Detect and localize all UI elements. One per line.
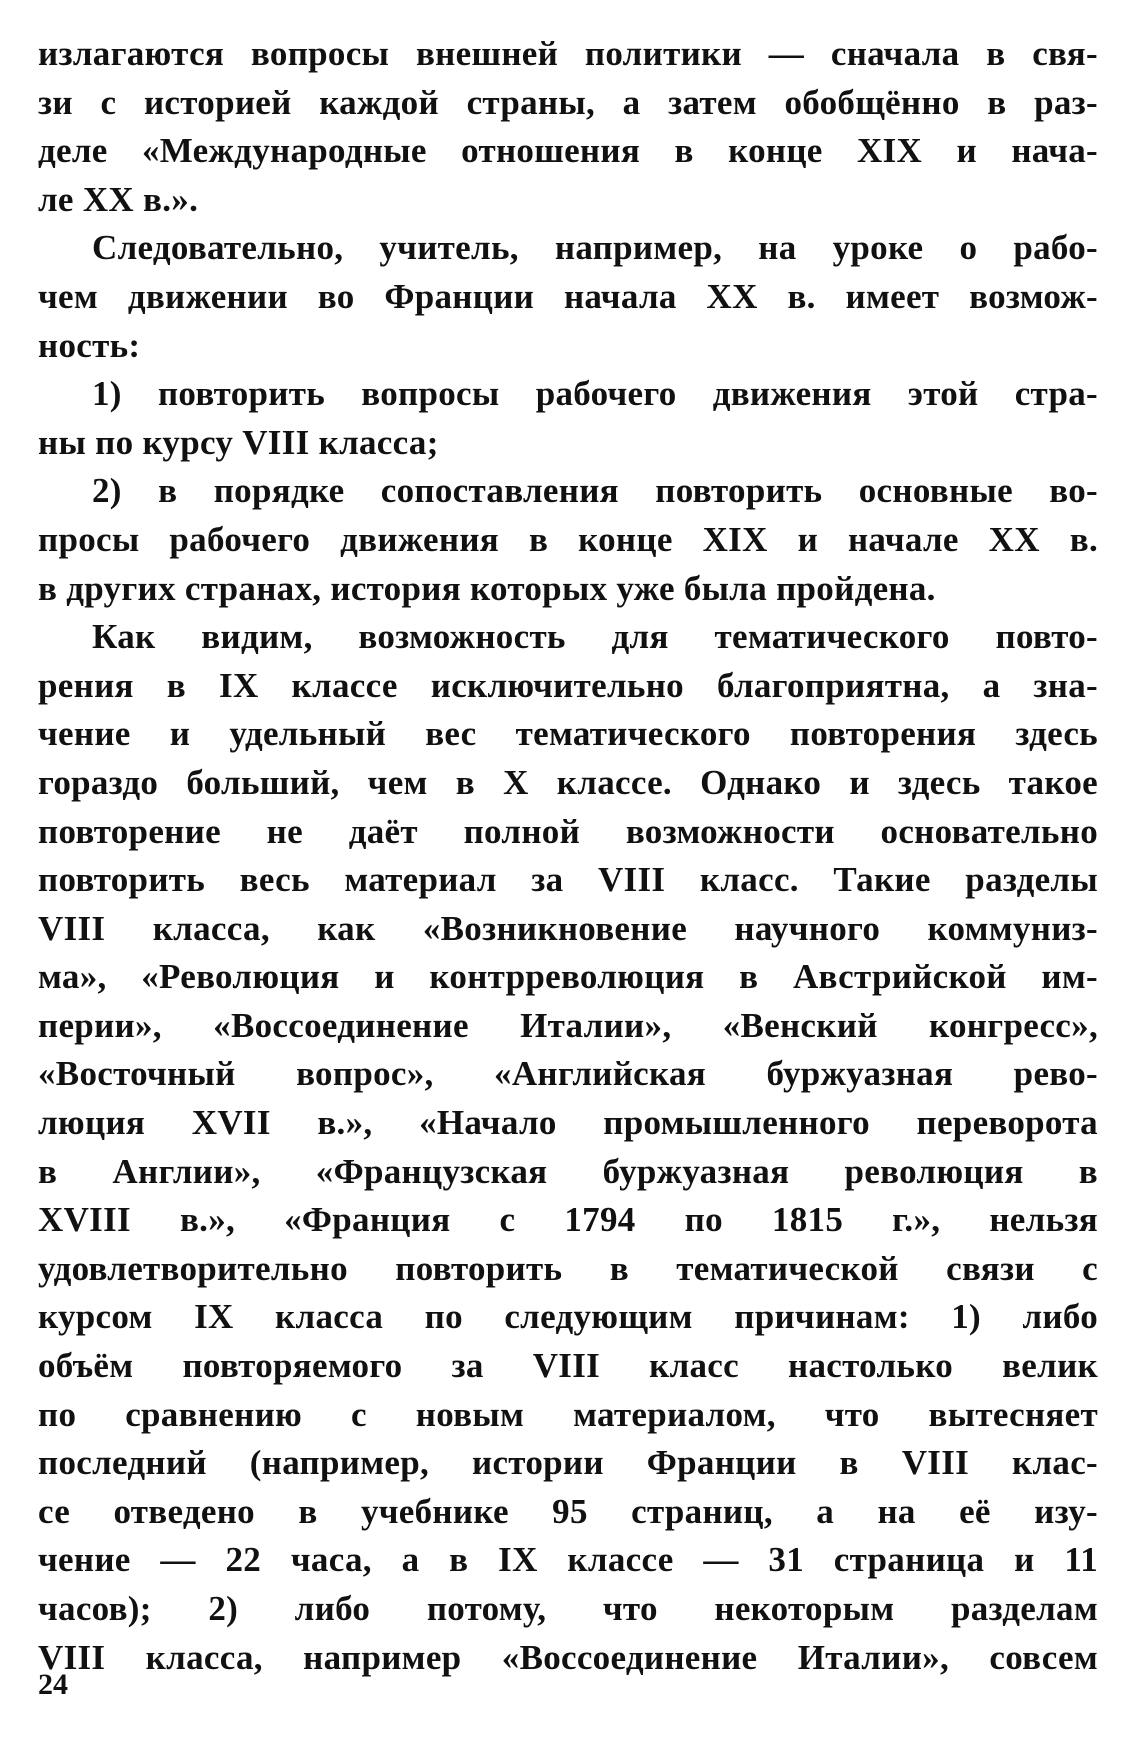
- text-line: повторение не даёт полной возможности основательно: [38, 811, 1098, 851]
- text-line: последний (например, истории Франции в VIII клас-: [38, 1443, 1098, 1483]
- list-item-1: [38, 370, 1098, 467]
- text-line: чение — 22 часа, а в IX классе — 31 страница и 11: [38, 1540, 1098, 1580]
- text-line: часов); 2) либо потому, что некоторым разделам: [38, 1589, 1098, 1628]
- text-line: излагаются вопросы внешней политики — сначала в свя-: [38, 34, 1098, 73]
- text-line: VIII класса, как «Возникновение научного коммуниз-: [38, 908, 1098, 948]
- text-line: в Англии», «Французская буржуазная революция в: [38, 1151, 1098, 1191]
- text-line: гораздо больший, чем в X классе. Однако и здесь такое: [38, 762, 1098, 802]
- paragraph-as-we-see: [38, 613, 1098, 1682]
- text-line: XVIII в.», «Франция с 1794 по 1815 г.», нельзя: [38, 1200, 1098, 1240]
- text-line: Следовательно, учитель, например, на уроке о рабо-: [92, 228, 1098, 268]
- text-line: просы рабочего движения в конце XIX и начале XX в.: [38, 519, 1098, 559]
- text-line: зи с историей каждой страны, а затем обобщённо в раз-: [38, 82, 1098, 122]
- text-line: «Восточный вопрос», «Английская буржуазная рево-: [38, 1054, 1098, 1094]
- text-line: деле «Международные отношения в конце XIX и нача-: [38, 131, 1098, 171]
- text-line: ность:: [38, 325, 141, 365]
- text-line: рения в IX классе исключительно благоприятна, а зна-: [38, 665, 1098, 705]
- text-line: чение и удельный вес тематического повторения здесь: [38, 714, 1098, 754]
- text-line: се отведено в учебнике 95 страниц, а на её изу-: [38, 1491, 1098, 1531]
- text-line: курсом IX класса по следующим причинам: 1) либо: [38, 1297, 1098, 1337]
- paragraph-consequently: [38, 224, 1098, 370]
- text-line: в других странах, история которых уже была пройдена.: [38, 568, 936, 608]
- text-line: ма», «Революция и контрреволюция в Австрийской им-: [38, 957, 1098, 997]
- text-line: повторить весь материал за VIII класс. Такие разделы: [38, 860, 1098, 900]
- text-line: 1) повторить вопросы рабочего движения этой стра-: [92, 374, 1098, 414]
- paragraph-intro: [38, 30, 1098, 224]
- book-page: [38, 30, 1098, 1730]
- text-line: ны по курсу VIII класса;: [38, 422, 439, 462]
- text-line: VIII класса, например «Воссоединение Италии», совсем: [38, 1637, 1098, 1677]
- text-line: удовлетворительно повторить в тематической связи с: [38, 1248, 1098, 1288]
- text-line: ле XX в.».: [38, 179, 199, 219]
- page-number: 24: [38, 1668, 68, 1701]
- text-line: Как видим, возможность для тематического повто-: [92, 617, 1098, 657]
- text-line: люция XVII в.», «Начало промышленного переворота: [38, 1103, 1098, 1143]
- text-line: объём повторяемого за VIII класс настолько велик: [38, 1346, 1098, 1386]
- text-line: 2) в порядке сопоставления повторить основные во-: [92, 471, 1098, 511]
- text-line: чем движении во Франции начала XX в. имеет возмож-: [38, 276, 1098, 316]
- text-line: перии», «Воссоединение Италии», «Венский конгресс»,: [38, 1005, 1098, 1045]
- list-item-2: [38, 467, 1098, 613]
- text-line: по сравнению с новым материалом, что вытесняет: [38, 1394, 1098, 1434]
